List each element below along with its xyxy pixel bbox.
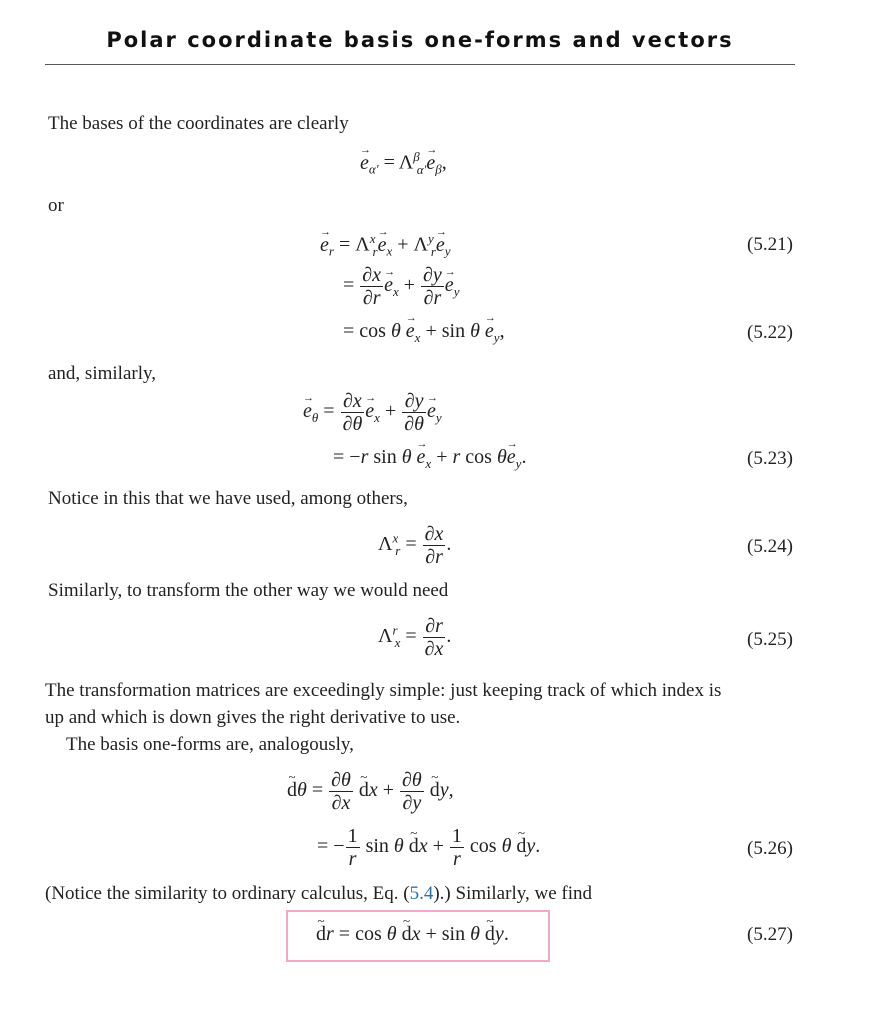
notice-text-after: ).) Similarly, we find	[433, 883, 592, 904]
equation-number-5-25: (5.25)	[747, 629, 793, 650]
paragraph-transformation-line1: The transformation matrices are exceedingly simple: just keeping track of which index is	[45, 680, 722, 701]
paragraph-bases: The bases of the coordinates are clearly	[48, 113, 349, 134]
page-title: Polar coordinate basis one-forms and vectors	[106, 28, 734, 52]
paragraph-basis-oneforms: The basis one-forms are, analogously,	[66, 734, 354, 755]
title-rule	[45, 64, 795, 65]
equation-number-5-24: (5.24)	[747, 536, 793, 557]
equation-5-21-partials: = $\frac{\partial x}{\partial r}$ → $e_x$ + $\frac{\partial y}{\partial r}$ → $e_y$	[343, 265, 459, 308]
notice-text-before: (Notice the similarity to ordinary calculus, Eq. (	[45, 883, 410, 904]
equation-5-21: → $e_r = \Lambda^x_r\to e_x + \Lambda^y_r\to e_y$	[320, 232, 451, 258]
equation-5-27: ~ dr = cos θ ~ dx + sin θ ~ dy.	[316, 924, 509, 944]
equation-number-5-23: (5.23)	[747, 448, 793, 469]
paragraph-and-similarly: and, similarly,	[48, 363, 156, 384]
paragraph-transformation-line2: up and which is down gives the right derivative to use.	[45, 707, 461, 728]
equation-5-23-partials: → $e_\theta$ = $\frac{\partial x}{\partial\theta}$ → $e_x$ + $\frac{\partial y}{\partial\theta}$ → $e_y$	[303, 391, 442, 434]
paragraph-notice-calculus	[45, 880, 592, 907]
equation-number-5-21: (5.21)	[747, 234, 793, 255]
word-or: or	[48, 195, 64, 216]
equation-5-26: = − $\frac{1}{r}$ sin θ ~ dx + $\frac{1}{r}$ cos θ ~ dy.	[317, 826, 540, 869]
equation-5-23: = −r $\sin \theta \to e_x + r$ $\cos \theta\to e_y$.	[333, 447, 526, 470]
equation-5-25: $\Lambda^r_x$ = $\frac{\partial r}{\partial x}$ .	[378, 615, 452, 660]
paragraph-similarly-transform: Similarly, to transform the other way we would need	[48, 580, 449, 601]
equation-number-5-26: (5.26)	[747, 838, 793, 859]
equation-number-5-27: (5.27)	[747, 924, 793, 945]
equation-general-basis: → $e_{\alpha'} = \Lambda^\beta_{\alpha'}\to e_\beta$,	[360, 150, 447, 176]
equation-number-5-22: (5.22)	[747, 322, 793, 343]
equation-5-22: = $\cos \theta \to e_x + \sin \theta \to e_y$,	[343, 321, 505, 344]
paragraph-notice: Notice in this that we have used, among others,	[48, 488, 408, 509]
equation-5-24: $\Lambda^x_r$ = $\frac{\partial x}{\partial r}$ .	[378, 523, 452, 568]
equation-5-26-partials: ~ dθ = $\frac{\partial\theta}{\partial x}$ ~ dx + $\frac{\partial\theta}{\partial y}$ ~ dy,	[287, 770, 454, 813]
equation-reference-link[interactable]: 5.4	[409, 883, 434, 904]
